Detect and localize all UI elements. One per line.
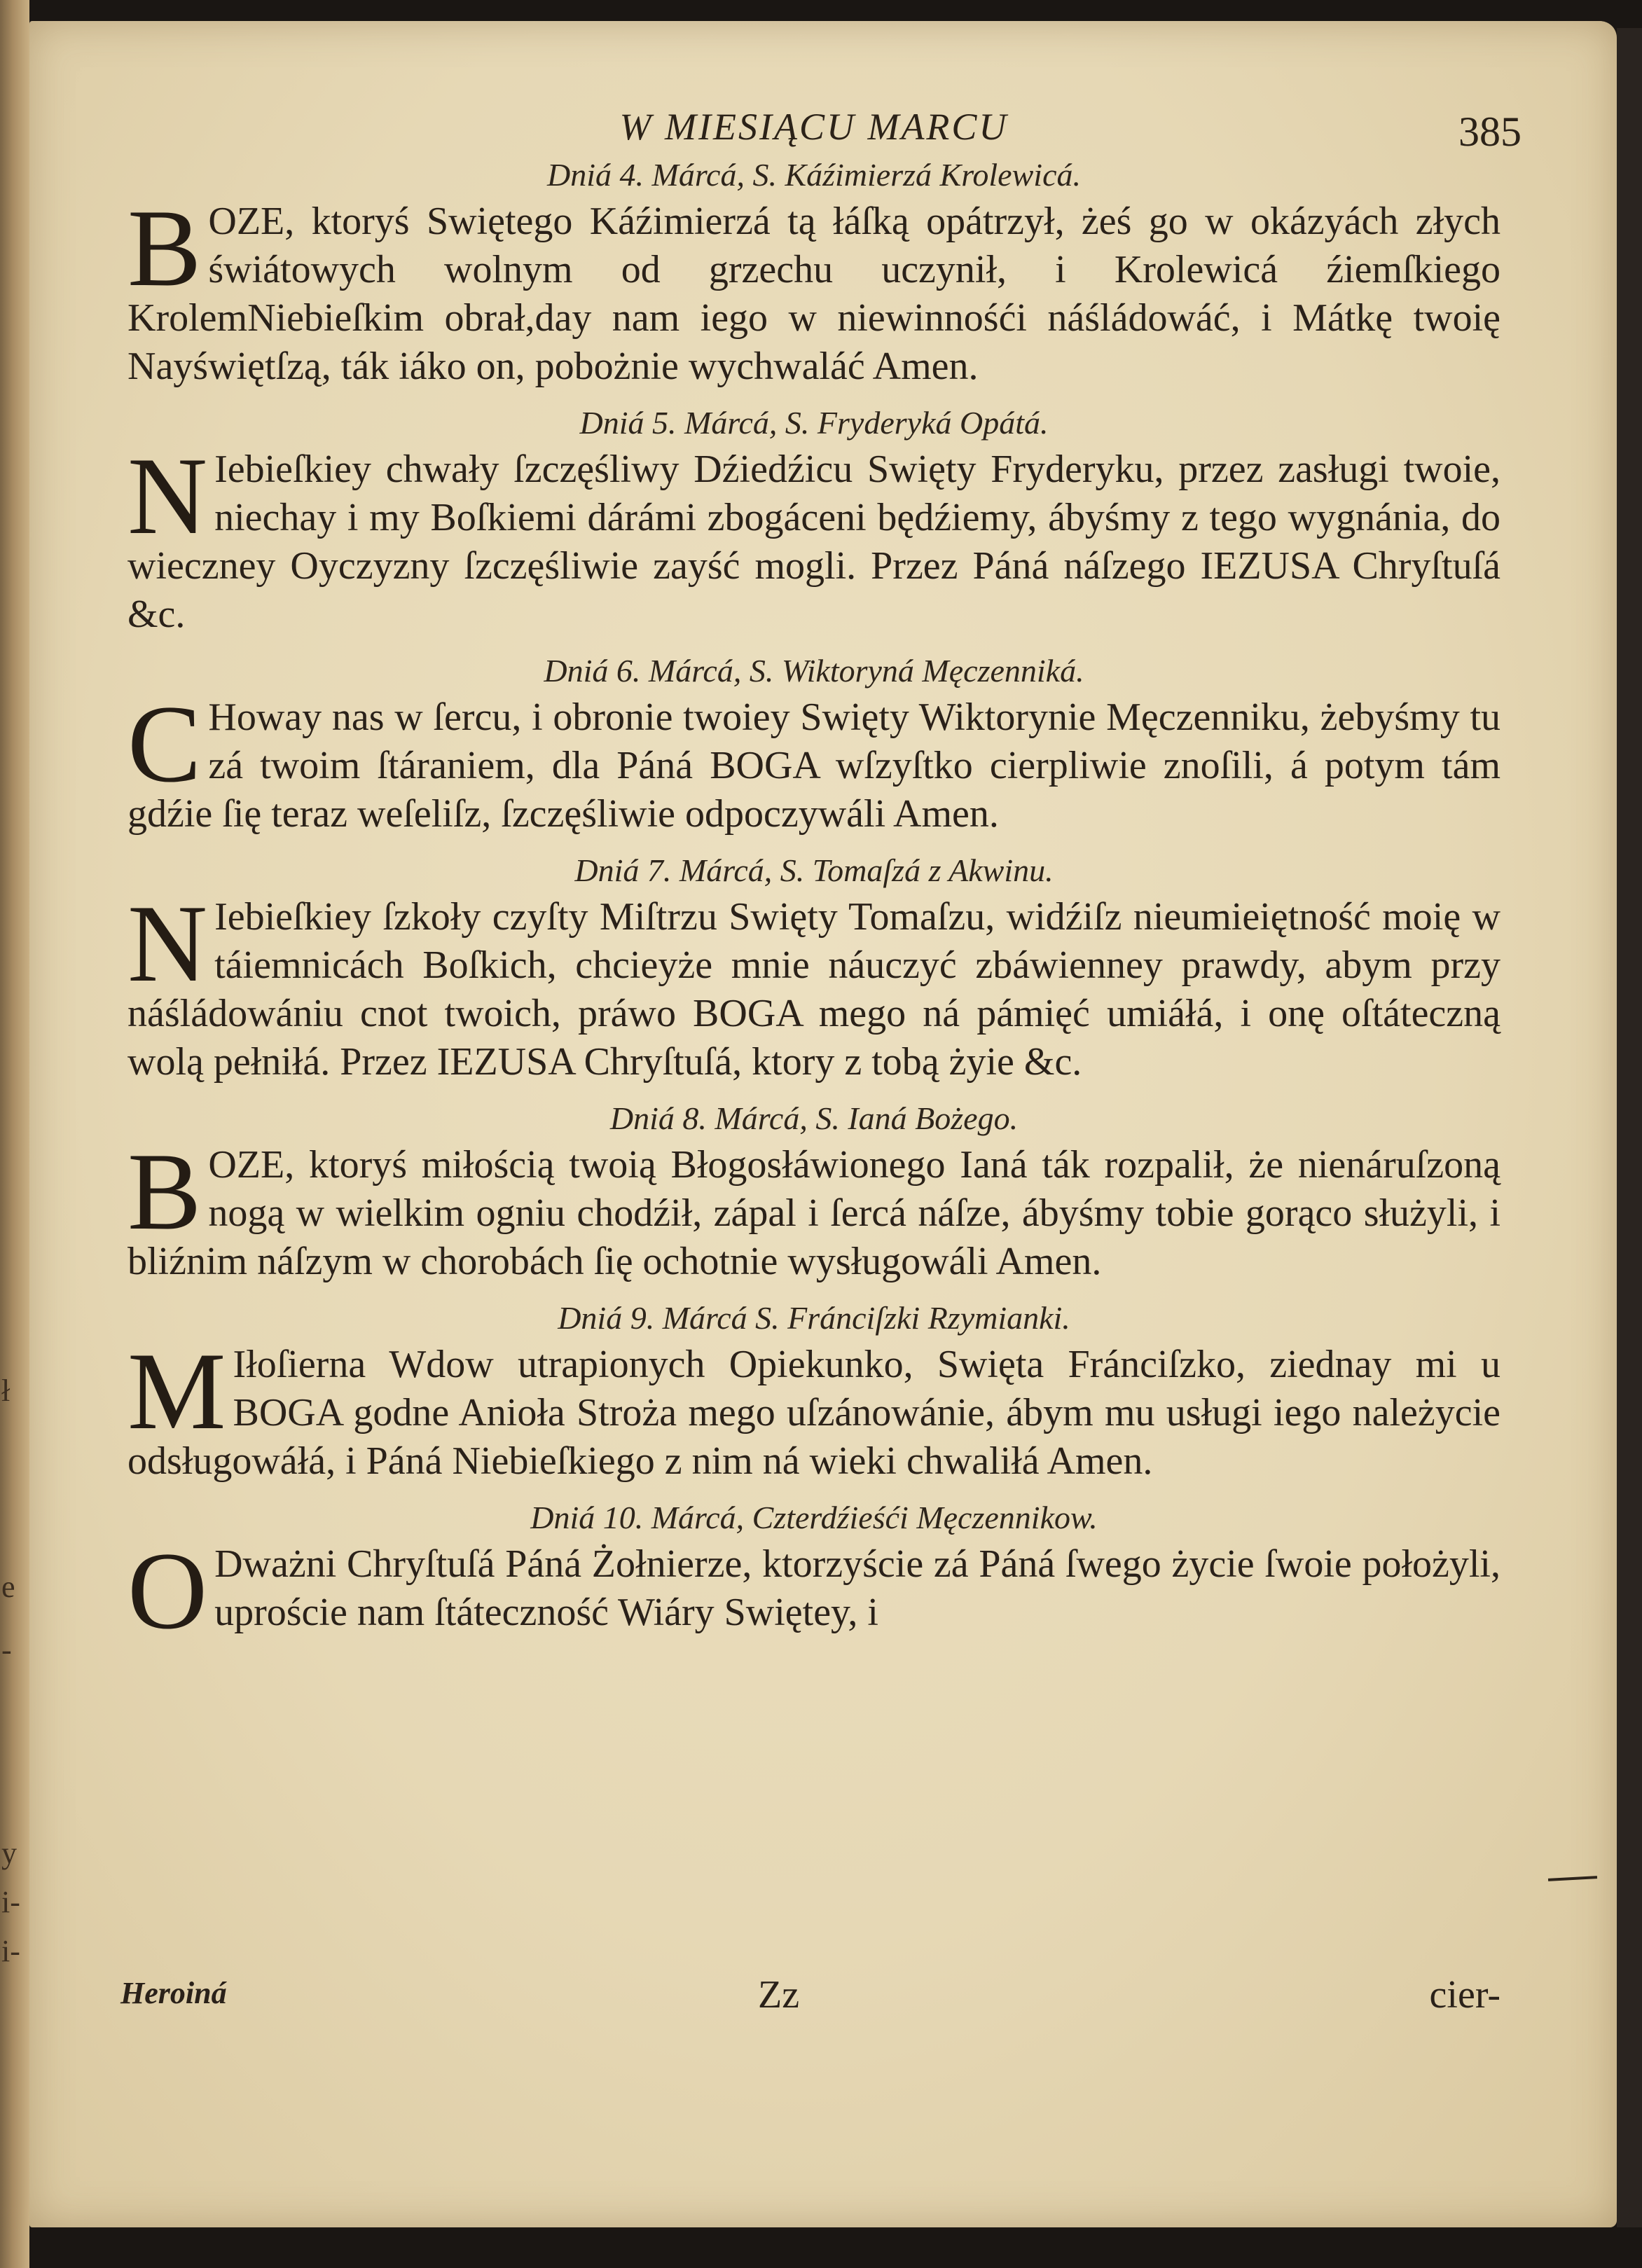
entry-text [127,1530,1500,1652]
entry-heading: Dniá 8. Márcá, S. Ianá Bożego. [609,1100,1019,1136]
drop-cap: N [127,883,208,1005]
entry-heading: Dniá 6. Márcá, S. Wiktoryná Męczenniká. [544,653,1084,689]
dark-background-edge [1617,28,1642,2227]
entry-text [127,1130,1500,1286]
margin-fragment: e [1,1570,15,1604]
entry-text [127,187,1500,391]
page-footer [120,1968,1500,2024]
margin-fragment: i- [1,1934,20,1968]
entry-text-body: Iebieſkiey ſzkoły czyſty Miſtrzu Swięty Tomaſzu, widźiſz nieumieiętność moię w táiemnicách Boſkich, chcieyże mnie náuczyć zbáwienney prawdy, abym przy náśládowániu cnot twoich, práwo BOGA mego ná pámięć umiáłá, i onę oſtáteczną wolą pełniłá. Przez IEZUSA Chryſtuſá, ktory z tobą żyie &c. [127,895,1500,1084]
entry-text-body: Dważni Chryſtuſá Páná Żołnierze, ktorzyście zá Páná ſwego życie ſwoie położyli, uproście nam ſtáteczność Wiáry Swiętey, i [214,1542,1500,1634]
margin-fragment: ł [1,1374,11,1408]
drop-cap: O [127,1530,208,1652]
entry-march-9 [127,1296,1500,1486]
catchword: cier- [1429,1973,1500,2017]
entry-text [127,435,1500,639]
marginal-catchword: Heroiná [120,1976,227,2010]
prayer-entries [127,153,1500,1652]
book-page [29,21,1617,2227]
drop-cap: N [127,435,208,558]
entry-text [127,883,1500,1086]
entry-heading: Dniá 5. Márcá, S. Fryderyká Opátá. [579,405,1049,441]
signature-mark: Zz [758,1973,800,2017]
entry-text [127,1330,1500,1486]
running-head [127,98,1522,155]
margin-fragment: - [1,1633,12,1667]
entry-text-body: Iłoſierna Wdow utrapionych Opiekunko, Swięta Fránciſzko, ziednay mi u BOGA godne Anioła Stroża mego uſzánowánie, ábym mu usługi iego należycie odsługowáłá, i Páná Niebieſkiego z nim ná wieki chwaliłá Amen. [127,1343,1500,1483]
previous-page-edge [0,0,29,2268]
entry-text-body: Howay nas w ſercu, i obronie twoiey Swięty Wiktorynie Męczenniku, żebyśmy tu zá twoim ſtáraniem, dla Páná BOGA wſzyſtko cierpliwie znoſili, á potym tám gdźie ſię teraz weſeliſz, ſzczęśliwie odpoczywáli Amen. [127,696,1500,836]
drop-cap: M [127,1330,226,1453]
entry-march-5 [127,401,1500,639]
entry-march-6 [127,649,1500,838]
entry-text-body: OZE, ktoryś Swiętego Káźimierzá tą łáſką opátrzył, żeś go w okázyách złych świátowych wolnym od grzechu uczynił, i Krolewicá źiemſkiego KrolemNiebieſkim obrał,day nam iego w niewinnośći náśládowáć, i Mátkę twoię Nayświętſzą, ták iáko on, pobożnie wychwaláć Amen. [127,200,1500,388]
entry-march-8 [127,1096,1500,1286]
entry-march-4 [127,153,1500,391]
entry-text-body: Iebieſkiey chwały ſzczęśliwy Dźiedźicu Swięty Fryderyku, przez zasługi twoie, niechay i my Boſkiemi dárámi zbogáceni będźiemy, ábyśmy z tego wygnánia, do wieczney Oyczyzny ſzczęśliwie zayść mogli. Przez Páná náſzego IEZUSA Chryſtuſá &c. [127,448,1500,636]
entry-heading: Dniá 10. Márcá, Czterdźieśći Męczennikow. [530,1500,1098,1535]
entry-text [127,683,1500,838]
margin-fragment: i- [1,1885,20,1919]
running-title: W MIESIĄCU MARCU [619,106,1009,148]
entry-heading: Dniá 9. Márcá S. Fránciſzki Rzymianki. [558,1300,1070,1336]
entry-heading: Dniá 7. Márcá, S. Tomaſzá z Akwinu. [574,852,1054,888]
page-number: 385 [1458,109,1522,155]
drop-cap: C [127,683,202,805]
entry-heading: Dniá 4. Márcá, S. Káźimierzá Krolewicá. [547,157,1081,193]
drop-cap: B [127,187,202,310]
entry-march-10 [127,1495,1500,1652]
drop-cap: B [127,1130,202,1253]
margin-fragment: y [1,1836,17,1870]
entry-march-7 [127,848,1500,1086]
entry-text-body: OZE, ktoryś miłością twoią Błogosłáwionego Ianá ták rozpalił, że nienáruſzoną nogą w wielkim ogniu chodźił, zápal i ſercá náſze, ábyśmy tobie gorąco służyli, i bliźnim náſzym w chorobách ſię ochotnie wysługowáli Amen. [127,1143,1500,1283]
